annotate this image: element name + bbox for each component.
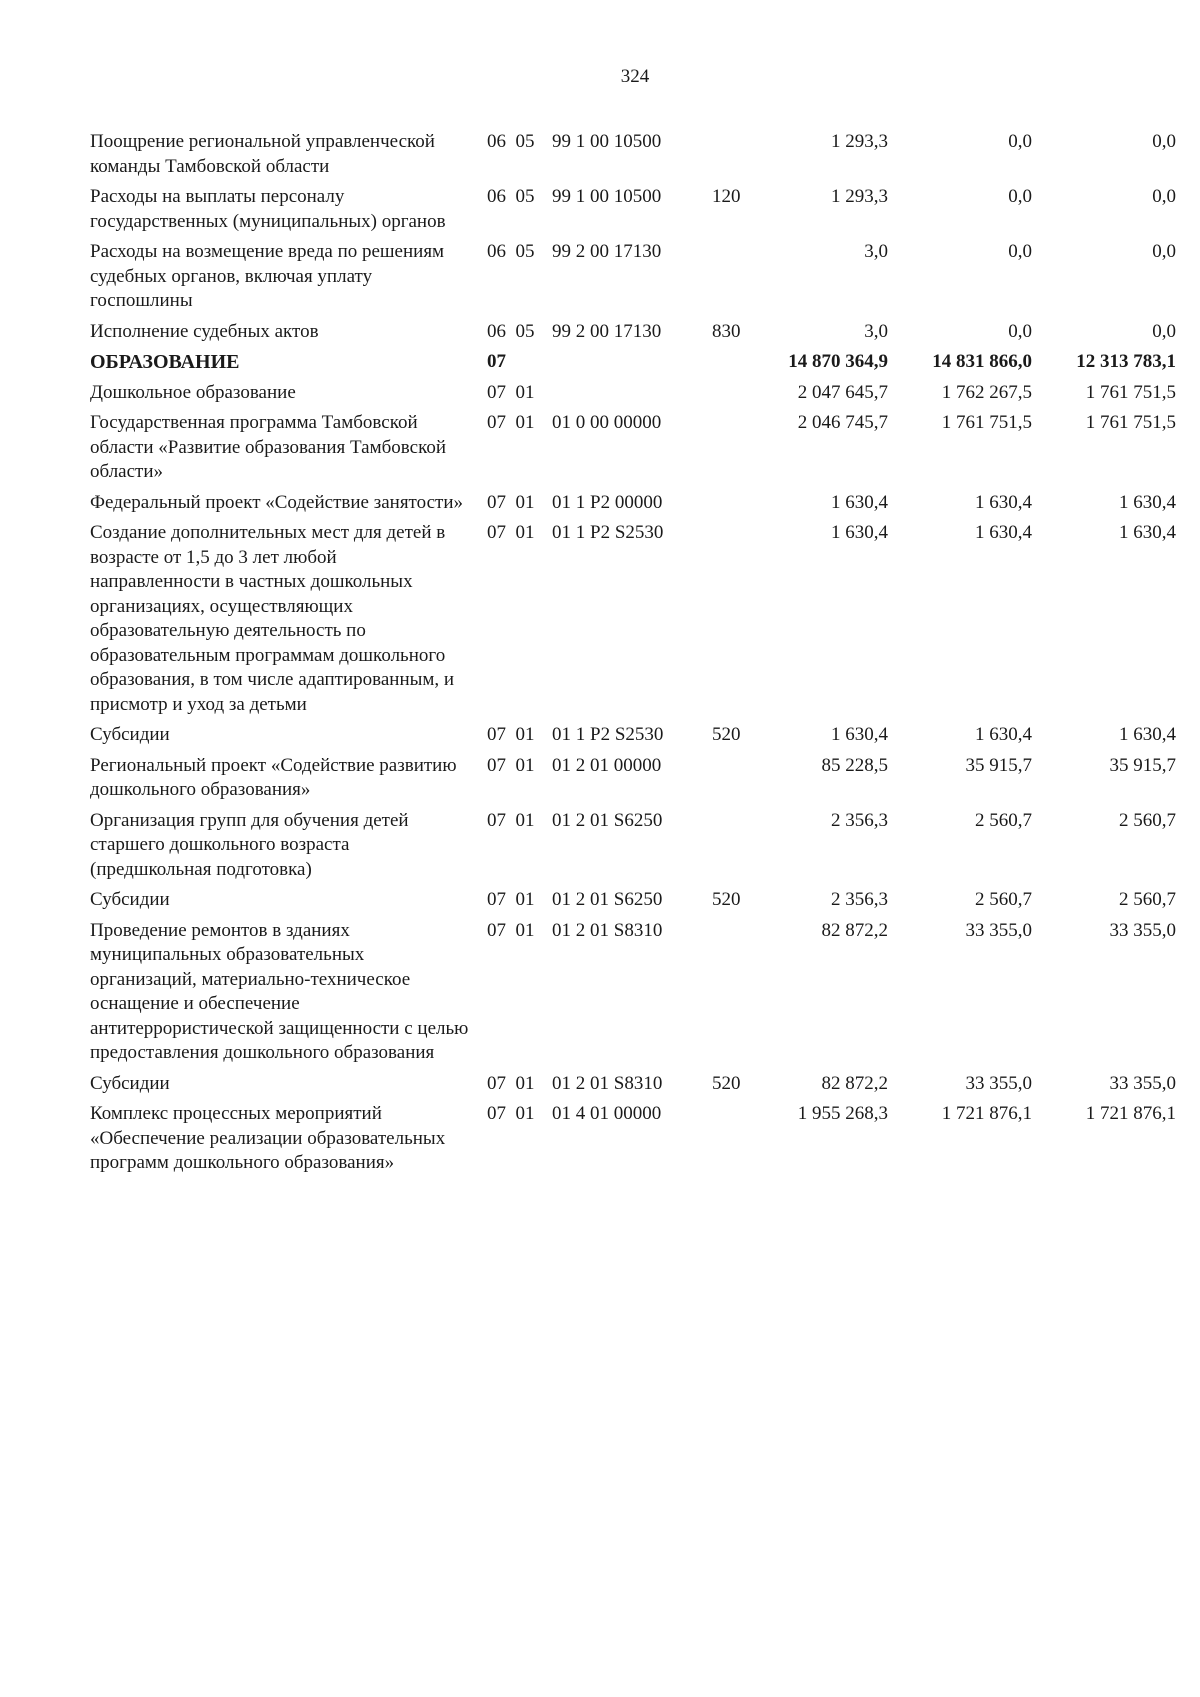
row-amount-year2: 33 355,0: [965, 1072, 1032, 1094]
row-expense-type: [708, 240, 762, 320]
table-row: [90, 888, 1180, 919]
table-row: [90, 491, 1180, 522]
row-target-item: 01 4 01 00000: [552, 1103, 662, 1124]
budget-table: [90, 130, 1180, 1182]
row-target-item: 99 1 00 10500: [552, 186, 662, 207]
row-amount-year3: 0,0: [1152, 186, 1176, 207]
row-expense-type: 520: [712, 724, 741, 745]
row-amount-year1: 1 955 268,3: [797, 1103, 888, 1124]
row-name: Исполнение судебных актов: [90, 320, 319, 342]
row-name: Субсидии: [90, 1072, 170, 1094]
row-amount-year1: 82 872,2: [821, 919, 888, 941]
row-expense-type: 830: [712, 320, 741, 342]
row-section: 06 05: [487, 320, 535, 342]
row-amount-year3: 35 915,7: [1109, 754, 1176, 776]
row-section: 06 05: [487, 241, 535, 262]
row-section: 07: [487, 351, 506, 372]
row-section: 07 01: [487, 1103, 535, 1124]
row-expense-type: [708, 350, 762, 381]
row-expense-type: 520: [712, 1072, 741, 1094]
row-amount-year3: 0,0: [1152, 320, 1176, 342]
row-expense-type: [708, 919, 762, 1072]
row-amount-year2: 1 630,4: [975, 522, 1032, 543]
row-name: Проведение ремонтов в зданиях муниципальных образовательных организаций, материально-техническое оснащение и обеспечение антитеррористической защищенности с целью предоставления дошкольного образования: [90, 919, 469, 1063]
row-section: 07 01: [487, 522, 535, 543]
row-amount-year3: 0,0: [1152, 241, 1176, 262]
row-section: 07 01: [487, 754, 535, 776]
row-amount-year1: 1 293,3: [831, 131, 888, 152]
row-section: 07 01: [487, 889, 535, 910]
row-target-item: [552, 381, 708, 412]
row-section: 07 01: [487, 491, 535, 513]
row-name: Субсидии: [90, 724, 170, 745]
row-amount-year1: 2 046 745,7: [797, 412, 888, 433]
table-row: [90, 809, 1180, 889]
row-name: Поощрение региональной управленческой команды Тамбовской области: [90, 131, 435, 177]
row-section: 06 05: [487, 186, 535, 207]
row-expense-type: [708, 809, 762, 889]
row-amount-year2: 14 831 866,0: [932, 351, 1032, 372]
row-amount-year3: 1 721 876,1: [1085, 1103, 1176, 1124]
row-section: 07 01: [487, 724, 535, 745]
row-target-item: 01 2 01 S6250: [552, 889, 663, 910]
row-expense-type: [708, 1102, 762, 1182]
table-row: [90, 754, 1180, 809]
row-amount-year2: 33 355,0: [965, 919, 1032, 941]
row-target-item: 99 2 00 17130: [552, 241, 662, 262]
table-row: [90, 919, 1180, 1072]
row-amount-year1: 2 356,3: [831, 889, 888, 910]
row-amount-year1: 1 293,3: [831, 186, 888, 207]
table-row: [90, 411, 1180, 491]
row-expense-type: [708, 411, 762, 491]
row-amount-year1: 82 872,2: [821, 1072, 888, 1094]
row-amount-year2: 1 630,4: [975, 724, 1032, 745]
row-amount-year1: 1 630,4: [831, 491, 888, 513]
row-expense-type: [708, 754, 762, 809]
row-amount-year2: 1 762 267,5: [941, 381, 1032, 403]
row-amount-year1: 85 228,5: [821, 754, 888, 776]
row-expense-type: [708, 491, 762, 522]
row-amount-year2: 2 560,7: [975, 889, 1032, 910]
row-target-item: 01 2 01 00000: [552, 754, 662, 776]
table-row: [90, 240, 1180, 320]
row-target-item: 99 1 00 10500: [552, 131, 662, 152]
row-name: Расходы на возмещение вреда по решениям судебных органов, включая уплату госпошлины: [90, 241, 445, 311]
row-amount-year1: 1 630,4: [831, 724, 888, 745]
row-expense-type: [708, 521, 762, 723]
row-target-item: [552, 350, 708, 381]
row-target-item: 01 1 Р2 S2530: [552, 724, 664, 745]
row-amount-year1: 3,0: [864, 241, 888, 262]
row-amount-year2: 1 630,4: [975, 491, 1032, 513]
row-name: Расходы на выплаты персоналу государственных (муниципальных) органов: [90, 186, 446, 232]
row-section: 07 01: [487, 412, 535, 433]
row-amount-year2: 1 721 876,1: [941, 1103, 1032, 1124]
row-name: Организация групп для обучения детей старшего дошкольного возраста (предшкольная подготовка): [90, 809, 409, 880]
row-amount-year3: 1 630,4: [1119, 724, 1176, 745]
row-amount-year2: 0,0: [1008, 320, 1032, 342]
row-section: 07 01: [487, 919, 535, 941]
row-name: Создание дополнительных мест для детей в возрасте от 1,5 до 3 лет любой направленности в частных дошкольных организациях, осуществляющих образовательную деятельность по образовательным программам дошкольного образования, в том числе адаптированным, и присмотр и уход за детьми: [90, 522, 455, 715]
row-amount-year3: 33 355,0: [1109, 919, 1176, 941]
row-amount-year2: 0,0: [1008, 186, 1032, 207]
table-row: [90, 320, 1180, 351]
row-amount-year3: 1 630,4: [1119, 522, 1176, 543]
table-body: [90, 130, 1180, 1182]
row-target-item: 01 1 Р2 S2530: [552, 522, 664, 543]
row-amount-year3: 1 761 751,5: [1085, 412, 1176, 433]
row-expense-type: [708, 130, 762, 185]
row-name: ОБРАЗОВАНИЕ: [90, 351, 240, 373]
row-expense-type: 520: [712, 889, 741, 910]
table-row: [90, 1102, 1180, 1182]
row-amount-year1: 2 047 645,7: [797, 381, 888, 403]
table-row: [90, 521, 1180, 723]
row-amount-year2: 1 761 751,5: [941, 412, 1032, 433]
row-amount-year1: 2 356,3: [831, 809, 888, 831]
table-row: [90, 185, 1180, 240]
row-expense-type: 120: [712, 186, 741, 207]
row-amount-year1: 14 870 364,9: [788, 351, 888, 372]
row-name: Федеральный проект «Содействие занятости»: [90, 491, 463, 513]
row-name: Субсидии: [90, 889, 170, 910]
row-amount-year3: 2 560,7: [1119, 809, 1176, 831]
row-amount-year2: 0,0: [1008, 241, 1032, 262]
table-row: [90, 723, 1180, 754]
row-name: Комплекс процессных мероприятий «Обеспечение реализации образовательных программ дошкольного образования»: [90, 1103, 446, 1173]
table-row: [90, 1072, 1180, 1103]
row-amount-year2: 35 915,7: [965, 754, 1032, 776]
row-amount-year2: 2 560,7: [975, 809, 1032, 831]
row-section: 06 05: [487, 131, 535, 152]
row-amount-year3: 33 355,0: [1109, 1072, 1176, 1094]
row-amount-year3: 2 560,7: [1119, 889, 1176, 910]
row-target-item: 01 1 Р2 00000: [552, 491, 663, 513]
row-name: Государственная программа Тамбовской области «Развитие образования Тамбовской области»: [90, 412, 447, 482]
row-target-item: 01 2 01 S6250: [552, 809, 663, 831]
row-name: Дошкольное образование: [90, 381, 296, 403]
row-section: 07 01: [487, 809, 535, 831]
row-section: 07 01: [487, 381, 535, 403]
table-row: [90, 130, 1180, 185]
row-section: 07 01: [487, 1072, 535, 1094]
row-amount-year3: 1 630,4: [1119, 491, 1176, 513]
row-target-item: 01 2 01 S8310: [552, 919, 663, 941]
row-amount-year1: 3,0: [864, 320, 888, 342]
table-row: [90, 350, 1180, 381]
row-name: Региональный проект «Содействие развитию дошкольного образования»: [90, 754, 457, 800]
row-amount-year3: 12 313 783,1: [1076, 351, 1176, 372]
row-target-item: 01 0 00 00000: [552, 412, 662, 433]
row-expense-type: [708, 381, 762, 412]
table-row: [90, 381, 1180, 412]
row-target-item: 01 2 01 S8310: [552, 1072, 663, 1094]
row-amount-year1: 1 630,4: [831, 522, 888, 543]
row-target-item: 99 2 00 17130: [552, 320, 662, 342]
row-amount-year2: 0,0: [1008, 131, 1032, 152]
page-number: 324: [620, 66, 650, 87]
row-amount-year3: 1 761 751,5: [1085, 381, 1176, 403]
row-amount-year3: 0,0: [1152, 131, 1176, 152]
